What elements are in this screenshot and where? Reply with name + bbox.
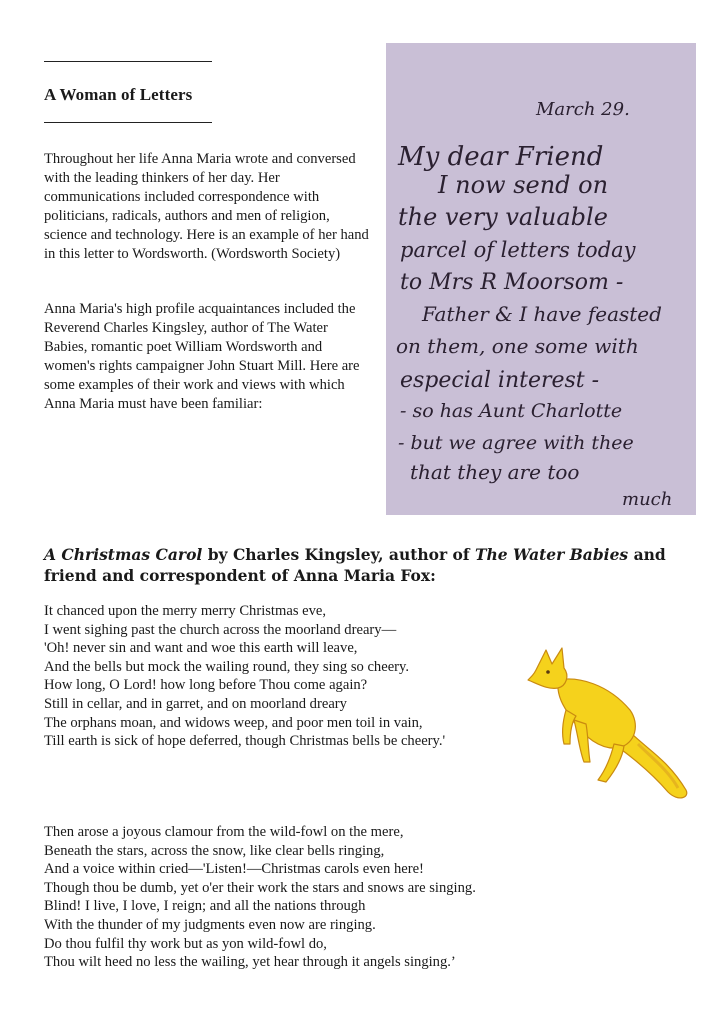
fox-icon (528, 648, 687, 798)
poem-line: Still in cellar, and in garret, and on moorland dreary (44, 695, 347, 712)
letter-line: on them, one some with (396, 334, 639, 358)
poem-stanza-2 (44, 823, 604, 972)
intro-paragraph: Throughout her life Anna Maria wrote and conversed with the leading thinkers of her day. Her communications included correspondence with politicians, radicals, authors and men of religion, science and technology. Here is an example of her hand in this letter to Wordsworth. (Wordsworth Society) (44, 151, 369, 262)
letter-line: parcel of letters today (400, 238, 636, 262)
poem-line: The orphans moan, and widows weep, and poor men toil in vain, (44, 714, 423, 731)
acquaintances-paragraph: Anna Maria's high profile acquaintances included the Reverend Charles Kingsley, author of The Water Babies, romantic poet William Wordsworth and women's rights campaigner John Stuart Mill. Here are some examples of their work and views with which Anna Maria must have been familiar: (44, 301, 360, 412)
letter-handwriting (386, 43, 696, 515)
poem-heading (44, 544, 694, 586)
poem-book-title: The Water Babies (474, 545, 629, 564)
letter-line: that they are too (410, 460, 580, 484)
letter-line: much (622, 489, 673, 510)
poem-line: Beneath the stars, across the snow, like clear bells ringing, (44, 842, 385, 859)
poem-line: How long, O Lord! how long before Thou come again? (44, 677, 368, 694)
poem-line: Thou wilt heed no less the wailing, yet hear through it angels singing.’ (44, 954, 456, 971)
poem-line: Blind! I live, I love, I reign; and all the nations through (44, 898, 366, 915)
poem-heading-tail: and friend and correspondent of Anna Maria Fox: (44, 545, 666, 585)
leaping-fox-illustration (518, 640, 708, 810)
poem-line: I went sighing past the church across the moorland dreary— (44, 621, 397, 638)
letter-line: Father & I have feasted (422, 302, 662, 326)
section-title: A Woman of Letters (44, 85, 193, 104)
top-divider (44, 61, 212, 62)
title-underline-divider (44, 122, 212, 123)
letter-line: especial interest - (400, 368, 600, 393)
poem-line: 'Oh! never sin and want and woe this earth will leave, (44, 640, 358, 657)
handwritten-letter-image (386, 43, 696, 515)
poem-line: With the thunder of my judgments even now are ringing. (44, 916, 376, 933)
letter-line: - so has Aunt Charlotte (400, 400, 623, 422)
poem-line: Though thou be dumb, yet o'er their work the stars and snows are singing. (44, 879, 476, 896)
poem-line: Do thou fulfil thy work but as yon wild-fowl do, (44, 935, 327, 952)
letter-line: - but we agree with thee (398, 432, 634, 454)
poem-line: And a voice within cried—'Listen!—Christmas carols even here! (44, 861, 424, 878)
poem-by: by Charles Kingsley, author of (202, 545, 475, 564)
letter-line: My dear Friend (398, 142, 604, 172)
poem-line: Then arose a joyous clamour from the wild-fowl on the mere, (44, 824, 404, 840)
poem-line: Till earth is sick of hope deferred, though Christmas bells be cheery.' (44, 733, 446, 750)
poem-title: A Christmas Carol (44, 545, 203, 564)
poem-line: And the bells but mock the wailing round, they sing so cheery. (44, 658, 410, 675)
letter-line: to Mrs R Moorsom - (400, 270, 624, 295)
letter-line: I now send on (438, 171, 609, 199)
poem-line: It chanced upon the merry merry Christmas eve, (44, 603, 327, 619)
poem-stanza-1 (44, 602, 514, 751)
letter-line: the very valuable (398, 203, 608, 231)
letter-line: March 29. (536, 99, 630, 120)
